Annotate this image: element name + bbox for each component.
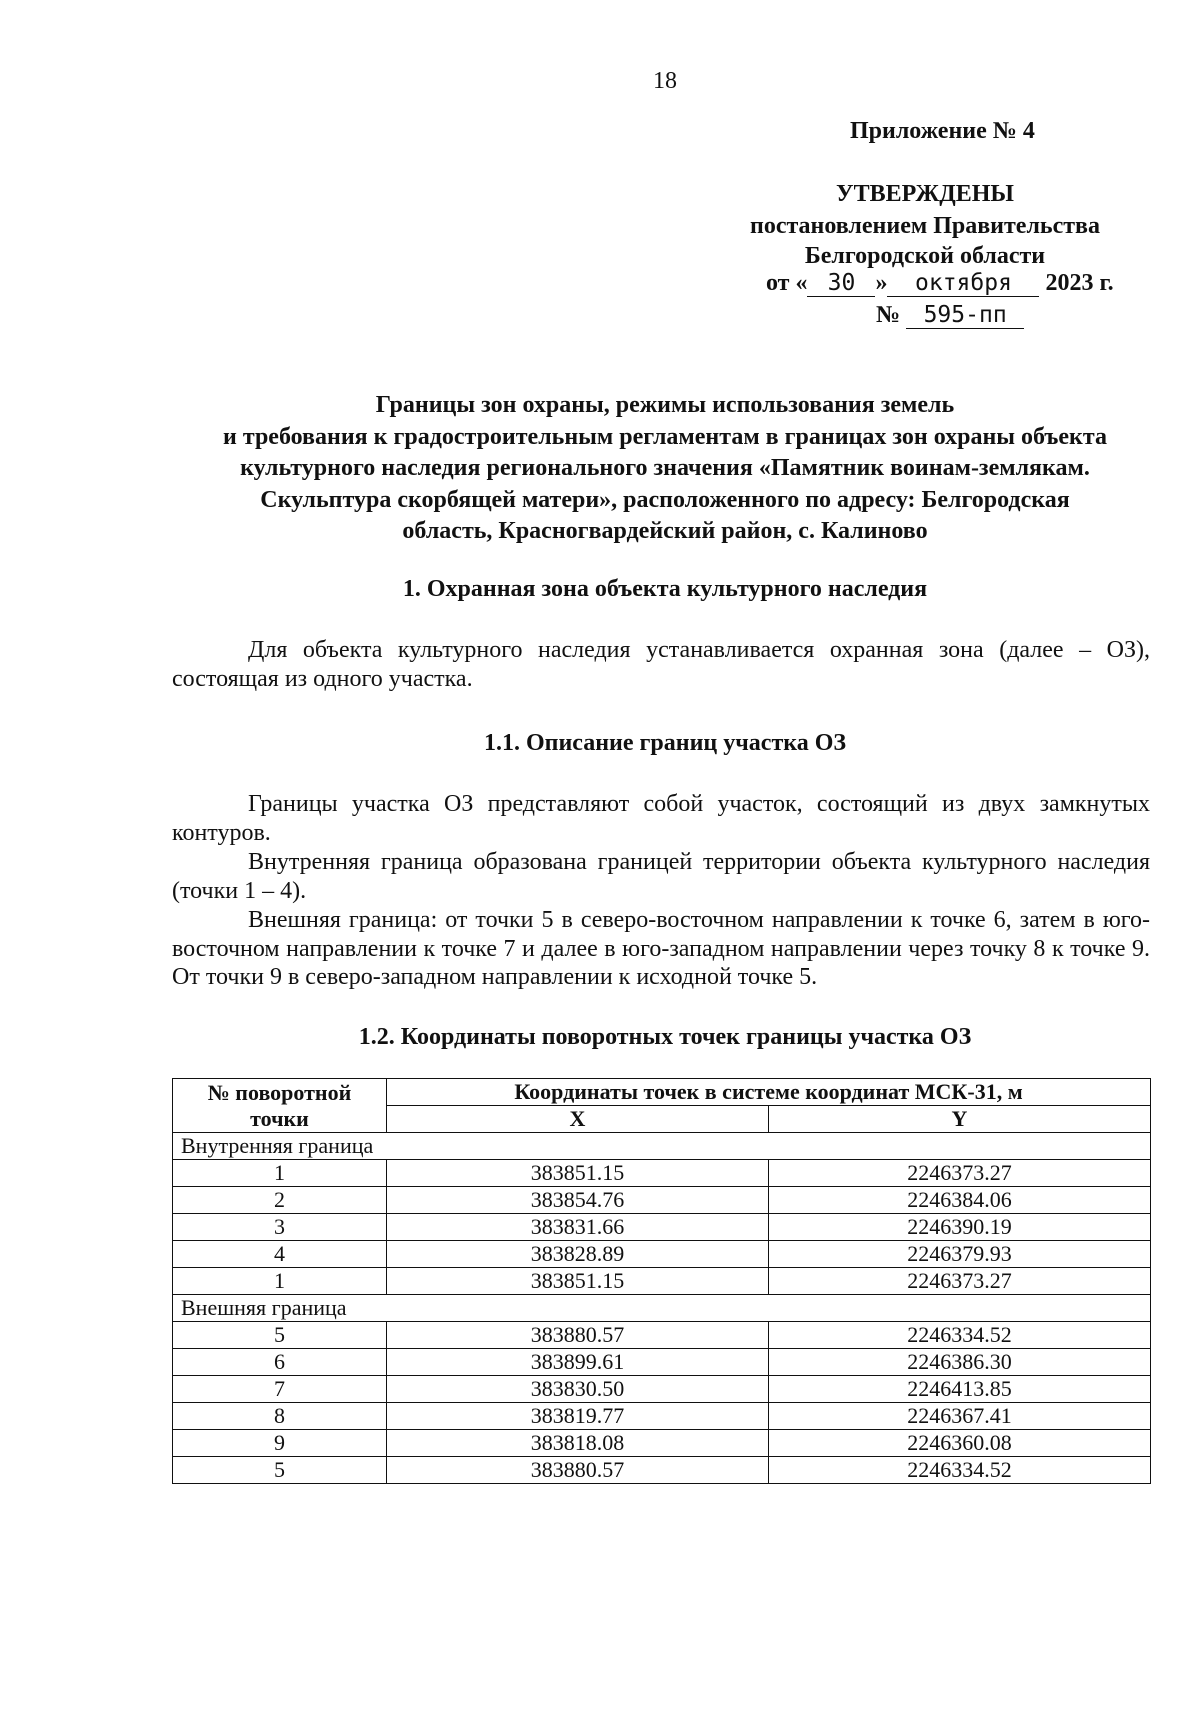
point-number: 8 (173, 1403, 387, 1430)
table-row (173, 1457, 1151, 1484)
table-row (173, 1430, 1151, 1457)
number-prefix: № (876, 302, 901, 328)
header-x: X (387, 1106, 769, 1133)
table-row (173, 1349, 1151, 1376)
header-coordinates: Координаты точек в системе координат МСК-31, м (387, 1079, 1151, 1106)
approval-date (766, 270, 1114, 297)
y-coordinate: 2246379.93 (769, 1241, 1151, 1268)
section-1-1-paragraph: Внешняя граница: от точки 5 в северо-восточном направлении к точке 6, затем в юго-восточном направлении к точке 7 и далее в юго-западном направлении через точку 8 к точке 9. От точки 9 в северо-западном направлении к исходной точке 5. (172, 907, 1150, 990)
section-1-1-heading: 1.1. Описание границ участка ОЗ (483, 730, 847, 756)
date-mid: » (875, 270, 888, 296)
point-number: 9 (173, 1430, 387, 1457)
point-number: 5 (173, 1457, 387, 1484)
date-day: 30 (807, 270, 875, 297)
point-number: 1 (173, 1268, 387, 1295)
y-coordinate: 2246367.41 (769, 1403, 1151, 1430)
section-1-text: Для объекта культурного наследия устанавливается охранная зона (далее – ОЗ), состоящая из одного участка. (172, 637, 1150, 692)
point-number: 7 (173, 1376, 387, 1403)
table-row (173, 1268, 1151, 1295)
section-1-1-paragraph: Внутренняя граница образована границей территории объекта культурного наследия (точки 1 – 4). (172, 849, 1150, 904)
y-coordinate: 2246384.06 (769, 1187, 1151, 1214)
y-coordinate: 2246390.19 (769, 1214, 1151, 1241)
title-line: Скульптура скорбящей матери», расположенного по адресу: Белгородская (260, 486, 1070, 513)
y-coordinate: 2246373.27 (769, 1160, 1151, 1187)
section-1-heading: 1. Охранная зона объекта культурного наследия (402, 576, 928, 602)
point-number: 2 (173, 1187, 387, 1214)
title-line: культурного наследия регионального значения «Памятник воинам-землякам. (240, 455, 1090, 481)
table-row (173, 1241, 1151, 1268)
y-coordinate: 2246334.52 (769, 1457, 1151, 1484)
x-coordinate: 383819.77 (387, 1403, 769, 1430)
approved-region: Белгородской области (804, 243, 1046, 269)
y-coordinate: 2246373.27 (769, 1268, 1151, 1295)
point-number: 5 (173, 1322, 387, 1349)
page-number: 18 (653, 68, 677, 94)
table-row (173, 1214, 1151, 1241)
y-coordinate: 2246334.52 (769, 1322, 1151, 1349)
x-coordinate: 383830.50 (387, 1376, 769, 1403)
x-coordinate: 383828.89 (387, 1241, 769, 1268)
group-row (173, 1295, 1151, 1322)
table-row (173, 1322, 1151, 1349)
number-value: 595-пп (906, 302, 1024, 329)
x-coordinate: 383851.15 (387, 1160, 769, 1187)
x-coordinate: 383851.15 (387, 1268, 769, 1295)
table-row (173, 1403, 1151, 1430)
approval-number (876, 302, 1024, 329)
y-coordinate: 2246386.30 (769, 1349, 1151, 1376)
group-row (173, 1133, 1151, 1160)
table-row (173, 1187, 1151, 1214)
table-row (173, 1376, 1151, 1403)
title-line: и требования к градостроительным регламентам в границах зон охраны объекта (223, 423, 1107, 450)
point-number: 4 (173, 1241, 387, 1268)
title-line: область, Красногвардейский район, с. Калиново (402, 518, 928, 544)
point-number: 1 (173, 1160, 387, 1187)
x-coordinate: 383831.66 (387, 1214, 769, 1241)
date-prefix: от « (766, 270, 808, 296)
table-header-row (173, 1079, 1151, 1106)
x-coordinate: 383854.76 (387, 1187, 769, 1214)
point-number: 6 (173, 1349, 387, 1376)
approved-heading: УТВЕРЖДЕНЫ (836, 181, 1014, 207)
date-month: октября (887, 270, 1039, 297)
point-number: 3 (173, 1214, 387, 1241)
x-coordinate: 383880.57 (387, 1457, 769, 1484)
section-1-2-heading: 1.2. Координаты поворотных точек границы участка ОЗ (358, 1024, 972, 1050)
x-coordinate: 383818.08 (387, 1430, 769, 1457)
coordinates-table (172, 1078, 1151, 1484)
appendix-label: Приложение № 4 (850, 118, 1035, 144)
y-coordinate: 2246360.08 (769, 1430, 1151, 1457)
title-line: Границы зон охраны, режимы использования земель (375, 392, 955, 418)
x-coordinate: 383899.61 (387, 1349, 769, 1376)
y-coordinate: 2246413.85 (769, 1376, 1151, 1403)
section-1-1-paragraph: Границы участка ОЗ представляют собой участок, состоящий из двух замкнутых контуров. (172, 791, 1150, 846)
inner-boundary-label: Внутренняя граница (173, 1133, 1151, 1160)
outer-boundary-label: Внешняя граница (173, 1295, 1151, 1322)
date-year: 2023 г. (1045, 270, 1114, 296)
approved-by: постановлением Правительства (749, 213, 1100, 239)
x-coordinate: 383880.57 (387, 1322, 769, 1349)
document-title (172, 390, 1158, 548)
header-y: Y (769, 1106, 1151, 1133)
table-row (173, 1160, 1151, 1187)
header-point-number: № поворотной точки (173, 1079, 387, 1133)
